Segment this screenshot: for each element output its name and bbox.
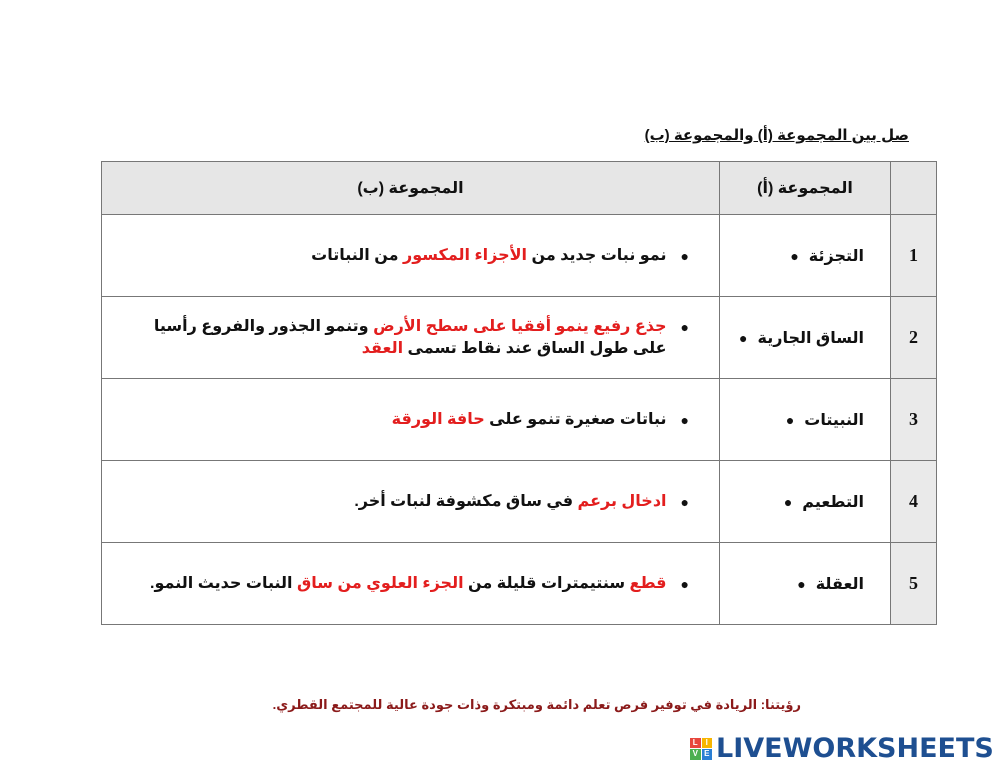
group-a-cell[interactable] (720, 461, 891, 543)
group-b-definition (150, 573, 666, 595)
group-a-cell[interactable] (720, 543, 891, 625)
group-b-definition (354, 491, 666, 513)
highlighted-text: جذع رفيع ينمو أفقيا على سطح الأرض (373, 317, 667, 335)
group-a-term: التطعيم (802, 493, 864, 511)
match-dot-icon[interactable]: ● (739, 329, 748, 346)
header-group-b: المجموعة (ب) (102, 162, 720, 215)
row-number: 3 (891, 379, 937, 461)
table-row (102, 543, 937, 625)
row-number: 4 (891, 461, 937, 543)
table-row (102, 297, 937, 379)
group-b-definition (392, 409, 667, 431)
highlighted-text: ادخال برعم (577, 492, 667, 510)
group-b-definition (311, 245, 666, 267)
highlighted-text: الأجزاء المكسور (402, 246, 528, 264)
highlighted-text: العقد (361, 339, 404, 357)
match-dot-icon[interactable]: ● (783, 493, 793, 510)
definition-text: نباتات صغيرة تنمو على (484, 410, 667, 428)
group-a-term: الساق الجارية (757, 329, 864, 347)
logo-tile: L (690, 738, 701, 749)
logo-tile: E (702, 749, 713, 760)
group-b-cell[interactable] (102, 297, 720, 379)
row-number: 1 (891, 215, 937, 297)
match-dot-icon[interactable]: ● (797, 575, 806, 592)
highlighted-text: قطع (629, 574, 667, 592)
group-b-cell[interactable] (102, 379, 720, 461)
group-b-cell[interactable] (102, 215, 720, 297)
group-a-term: النبيتات (804, 411, 864, 429)
table-row (102, 215, 937, 297)
match-dot-icon[interactable]: ● (680, 318, 689, 335)
vision-statement: رؤيتنا: الريادة في توفير فرص تعلم دائمة ومبتكرة وذات جودة عالية للمجتمع القطري. (272, 697, 801, 712)
match-dot-icon[interactable]: ● (680, 247, 689, 264)
highlighted-text: الجزء العلوي من ساق (296, 574, 464, 592)
match-dot-icon[interactable]: ● (680, 411, 689, 428)
match-dot-icon[interactable]: ● (680, 575, 689, 592)
logo-tile: V (690, 749, 701, 760)
definition-text: النبات حديث النمو. (150, 574, 297, 592)
definition-text: نمو نبات جديد من (527, 246, 667, 264)
group-b-cell[interactable] (102, 543, 720, 625)
group-a-cell[interactable] (720, 297, 891, 379)
definition-text: سنتيمترات قليلة من (463, 574, 630, 592)
liveworksheets-brand (690, 733, 994, 764)
matching-table (101, 161, 937, 625)
table-header-row (102, 162, 937, 215)
group-b-definition (132, 316, 667, 360)
liveworksheets-logo-icon (690, 738, 712, 760)
row-number: 5 (891, 543, 937, 625)
group-a-term: التجزئة (808, 247, 864, 265)
header-group-a: المجموعة (أ) (720, 162, 891, 215)
logo-tile: I (702, 738, 713, 749)
group-a-cell[interactable] (720, 215, 891, 297)
match-dot-icon[interactable]: ● (680, 493, 689, 510)
definition-text: من النباتات (311, 246, 403, 264)
table-row (102, 379, 937, 461)
instruction-title: صل بين المجموعة (أ) والمجموعة (ب) (644, 127, 909, 144)
group-a-cell[interactable] (720, 379, 891, 461)
definition-text: وتنمو الجذور والفروع رأسيا على طول الساق عند نقاط تسمى (153, 317, 667, 357)
group-a-term: العقلة (815, 575, 864, 593)
match-dot-icon[interactable]: ● (790, 247, 799, 264)
table-row (102, 461, 937, 543)
match-dot-icon[interactable]: ● (785, 411, 795, 428)
row-number: 2 (891, 297, 937, 379)
highlighted-text: حافة الورقة (391, 410, 485, 428)
definition-text: في ساق مكشوفة لنبات أخر. (354, 492, 578, 510)
group-b-cell[interactable] (102, 461, 720, 543)
brand-text: LIVEWORKSHEETS (716, 733, 994, 764)
header-number-cell (891, 162, 937, 215)
